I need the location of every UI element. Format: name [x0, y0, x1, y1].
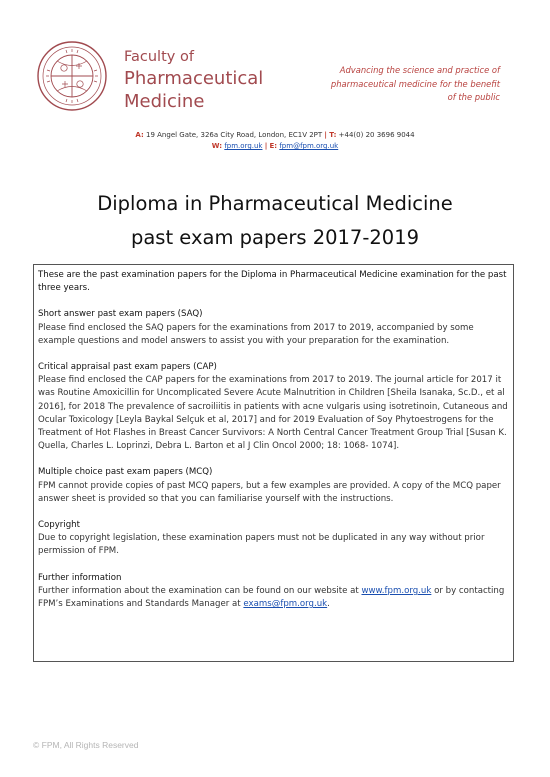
org-line-2: Pharmaceutical	[124, 68, 264, 89]
copyright-text: Due to copyright legislation, these examination papers must not be duplicated in any way without prior permission of FPM.	[38, 533, 485, 557]
further-info-text	[38, 585, 509, 611]
further-text-pre: Further information about the examination can be found on our website at	[38, 585, 359, 596]
address-label: A:	[135, 131, 144, 139]
email-label: E:	[269, 142, 278, 150]
web-label: W:	[211, 142, 223, 150]
website-link[interactable]: fpm.org.uk	[224, 142, 263, 150]
phone-label: T:	[329, 131, 337, 139]
page-title: Diploma in Pharmaceutical Medicine	[97, 192, 453, 215]
copyright-heading: Copyright	[38, 520, 80, 531]
saq-heading: Short answer past exam papers (SAQ)	[38, 309, 203, 320]
mcq-section	[38, 466, 509, 506]
website-link-body[interactable]: www.fpm.org.uk	[361, 585, 432, 596]
saq-text: Please find enclosed the SAQ papers for the examinations from 2017 to 2019, accompanied by some example questions and model answers to assist you with your preparation for the examination.	[38, 322, 474, 346]
tagline: Advancing the science and practice of pharmaceutical medicine for the benefit of the public	[330, 65, 500, 102]
page-subtitle: past exam papers 2017-2019	[130, 226, 420, 249]
further-text-end: .	[327, 599, 330, 610]
cap-heading: Critical appraisal past exam papers (CAP)	[38, 362, 217, 373]
footer-copyright: © FPM, All Rights Reserved	[33, 740, 139, 750]
mcq-heading: Multiple choice past exam papers (MCQ)	[38, 467, 213, 478]
cap-section	[38, 361, 509, 453]
exams-email-link[interactable]: exams@fpm.org.uk	[243, 599, 328, 610]
intro-text: These are the past examination papers for the Diploma in Pharmaceutical Medicine examination for the past three years.	[38, 270, 507, 294]
organization-name	[124, 48, 263, 113]
fpm-seal-logo	[36, 40, 108, 112]
saq-section	[38, 308, 509, 348]
email-link[interactable]: fpm@fpm.org.uk	[279, 142, 339, 150]
org-line-3: Medicine	[124, 91, 205, 112]
contact-web-line	[0, 142, 550, 150]
further-info-section	[38, 572, 509, 612]
phone: +44(0) 20 3696 9044	[338, 131, 415, 139]
cap-text: Please find enclosed the CAP papers for the examinations from 2017 to 2019. The journal article for 2017 it was Routine Amoxicillin for Uncomplicated Severe Acute Malnutrition in Children [Sheila Isanaka, Sc.D., et al 2016], for 2018 The prevalence of sacroiliitis in patients with acne vulgaris using isotretinoin, Cutaneous and Ocular Toxicology [Leyla Baykal Selçuk et al, 2017] and for 2019 Evaluation of Soy Phytoestrogens for the Treatment of Hot Flashes in Breast Cancer Survivors: A North Central Cancer Treatment Group Trial [Susan K. Quella, Charles L. Loprinzi, Debra L. Barton et al J Clin Oncol 2000; 18: 1068- 1074].	[38, 375, 508, 452]
contact-separator: |	[324, 131, 327, 139]
copyright-section	[38, 519, 509, 559]
address: 19 Angel Gate, 326a City Road, London, EC1V 2PT	[146, 131, 323, 139]
contact-address-line	[0, 131, 550, 139]
mcq-text: FPM cannot provide copies of past MCQ papers, but a few examples are provided. A copy of the MCQ paper answer sheet is provided so that you can familiarise yourself with the instructions.	[38, 480, 501, 504]
info-box	[33, 264, 514, 662]
contact-separator: |	[264, 142, 268, 150]
further-info-heading: Further information	[38, 572, 122, 583]
further-text-mid: or by contacting FPM’s Examinations and Standards Manager at	[38, 585, 505, 610]
org-line-1: Faculty of	[124, 49, 194, 65]
